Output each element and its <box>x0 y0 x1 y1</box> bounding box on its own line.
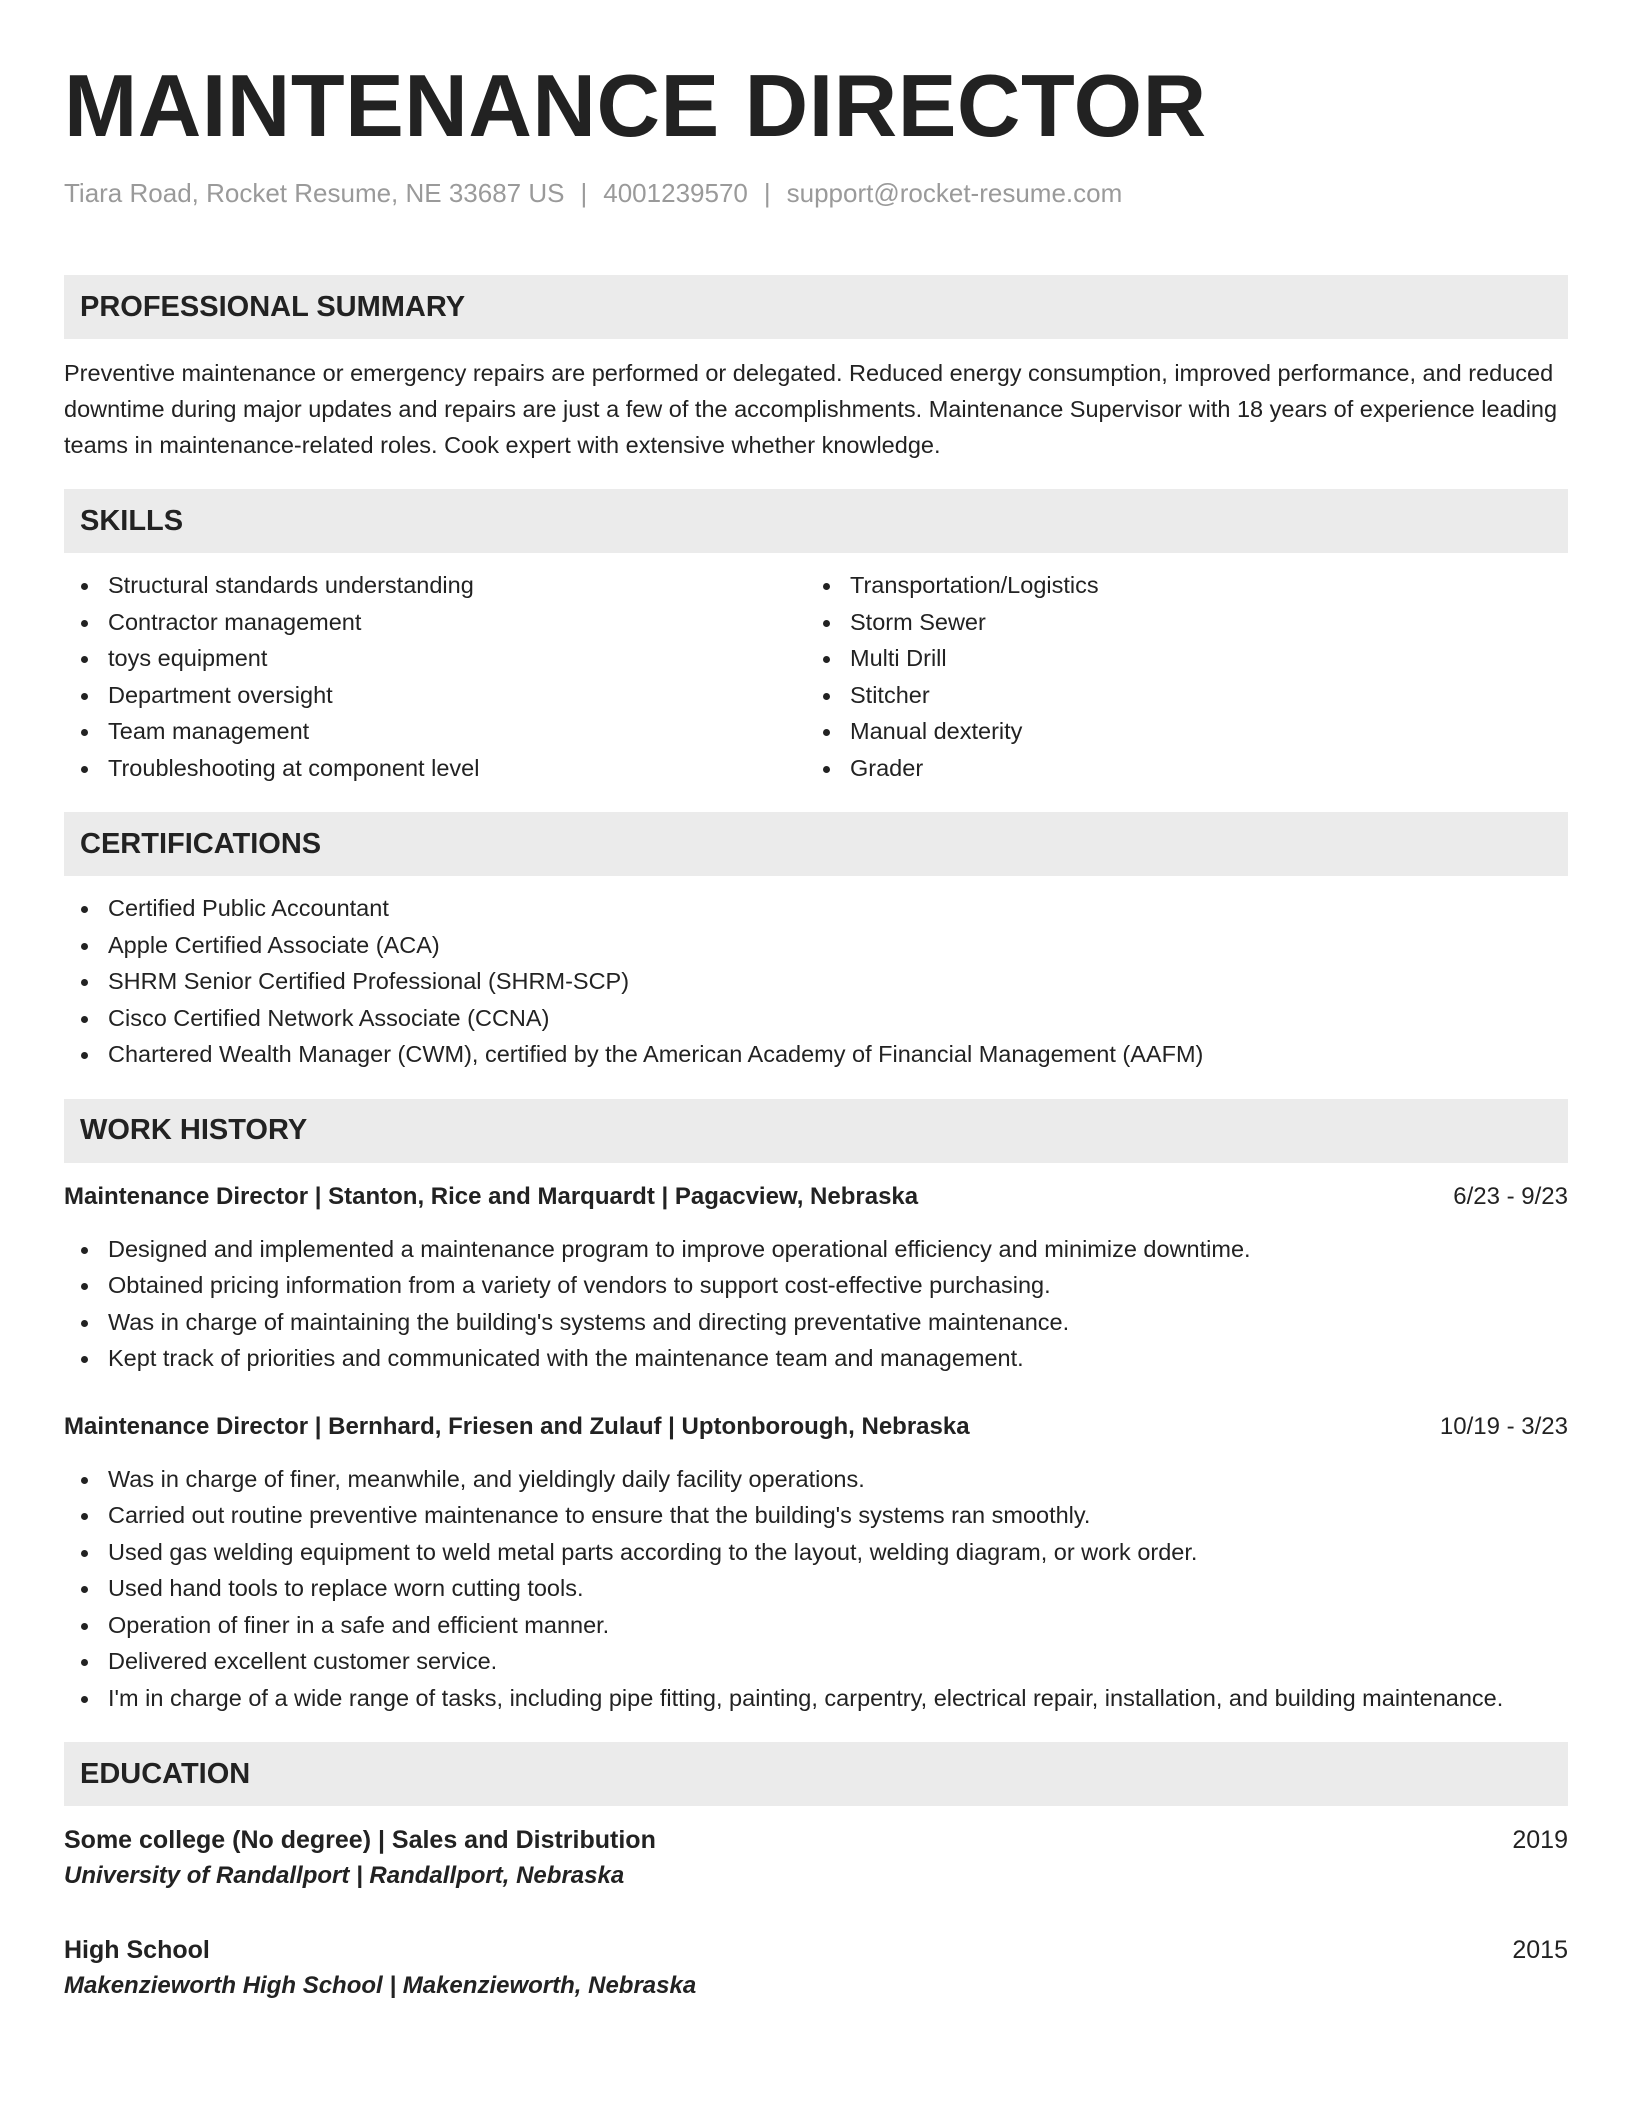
job-bullet: I'm in charge of a wide range of tasks, including pipe fitting, painting, carpentry, electrical repair, installation, and building maintenance. <box>64 1680 1568 1717</box>
education-section <box>64 1742 1568 2004</box>
skill-item: toys equipment <box>64 640 806 677</box>
skills-grid <box>64 567 1568 786</box>
job-entry <box>64 1409 1568 1717</box>
job-bullet: Kept track of priorities and communicated with the maintenance team and management. <box>64 1340 1568 1377</box>
job-bullet: Designed and implemented a maintenance program to improve operational efficiency and minimize downtime. <box>64 1231 1568 1268</box>
job-entry <box>64 1179 1568 1377</box>
job-bullets <box>64 1461 1568 1717</box>
job-bullet: Obtained pricing information from a variety of vendors to support cost-effective purchasing. <box>64 1267 1568 1304</box>
skill-item: Contractor management <box>64 604 806 641</box>
job-dates: 10/19 - 3/23 <box>1439 1412 1568 1440</box>
resume-name: MAINTENANCE DIRECTOR <box>64 56 1207 155</box>
skills-section <box>64 489 1568 786</box>
certification-item: Chartered Wealth Manager (CWM), certified by the American Academy of Financial Management (AAFM) <box>64 1036 1568 1073</box>
skills-header: SKILLS <box>64 489 1568 553</box>
certification-item: SHRM Senior Certified Professional (SHRM-SCP) <box>64 963 1568 1000</box>
job-title: Maintenance Director | Stanton, Rice and Marquardt | Pagacview, Nebraska <box>64 1182 919 1210</box>
certification-item: Certified Public Accountant <box>64 890 1568 927</box>
work-history-section <box>64 1099 1568 1717</box>
skill-item: Troubleshooting at component level <box>64 750 806 787</box>
job-bullets <box>64 1231 1568 1377</box>
job-bullet: Carried out routine preventive maintenance to ensure that the building's systems ran smoothly. <box>64 1497 1568 1534</box>
summary-section <box>64 275 1568 463</box>
job-bullet: Was in charge of maintaining the building's systems and directing preventative maintenance. <box>64 1304 1568 1341</box>
education-year: 2019 <box>1512 1826 1568 1855</box>
job-bullet: Operation of finer in a safe and efficient manner. <box>64 1607 1568 1644</box>
job-header <box>64 1179 1568 1215</box>
skills-left-list <box>64 567 806 786</box>
job-bullet: Used gas welding equipment to weld metal parts according to the layout, welding diagram, or work order. <box>64 1534 1568 1571</box>
job-bullet: Used hand tools to replace worn cutting tools. <box>64 1570 1568 1607</box>
education-school: University of Randallport | Randallport, Nebraska <box>64 1862 625 1890</box>
certifications-section <box>64 812 1568 1073</box>
job-header <box>64 1409 1568 1445</box>
skill-item: Department oversight <box>64 677 806 714</box>
education-degree: Some college (No degree) | Sales and Distribution <box>64 1826 656 1855</box>
skill-item: Multi Drill <box>806 640 1548 677</box>
skill-item: Structural standards understanding <box>64 567 806 604</box>
education-entry <box>64 1932 1568 2004</box>
job-dates: 6/23 - 9/23 <box>1453 1182 1568 1210</box>
work-history-header: WORK HISTORY <box>64 1099 1568 1163</box>
education-degree: High School <box>64 1936 210 1965</box>
skill-item: Storm Sewer <box>806 604 1548 641</box>
contact-email: support@rocket-resume.com <box>786 178 1123 208</box>
skills-right-list <box>806 567 1548 786</box>
contact-separator: | <box>580 178 588 208</box>
skill-item: Manual dexterity <box>806 713 1548 750</box>
contact-address: Tiara Road, Rocket Resume, NE 33687 US <box>64 178 565 208</box>
education-header-row <box>64 1932 1568 1968</box>
contact-separator: | <box>763 178 771 208</box>
education-year: 2015 <box>1512 1936 1568 1965</box>
job-bullet: Delivered excellent customer service. <box>64 1643 1568 1680</box>
contact-line <box>64 178 1568 209</box>
certifications-header: CERTIFICATIONS <box>64 812 1568 876</box>
certification-item: Cisco Certified Network Associate (CCNA) <box>64 1000 1568 1037</box>
education-header-row <box>64 1822 1568 1858</box>
certification-item: Apple Certified Associate (ACA) <box>64 927 1568 964</box>
job-title: Maintenance Director | Bernhard, Friesen and Zulauf | Uptonborough, Nebraska <box>64 1412 970 1440</box>
skill-item: Team management <box>64 713 806 750</box>
job-bullet: Was in charge of finer, meanwhile, and yieldingly daily facility operations. <box>64 1461 1568 1498</box>
skill-item: Stitcher <box>806 677 1548 714</box>
skill-item: Grader <box>806 750 1548 787</box>
education-header: EDUCATION <box>64 1742 1568 1806</box>
summary-header: PROFESSIONAL SUMMARY <box>64 275 1568 339</box>
skill-item: Transportation/Logistics <box>806 567 1548 604</box>
education-entry <box>64 1822 1568 1894</box>
contact-phone: 4001239570 <box>603 178 748 208</box>
education-school: Makenzieworth High School | Makenzieworth, Nebraska <box>64 1972 697 2000</box>
certifications-list <box>64 890 1568 1073</box>
summary-text: Preventive maintenance or emergency repairs are performed or delegated. Reduced energy consumption, improved performance, and reduced downtime during major updates and repairs are just a few of the accomplishments. Maintenance Supervisor with 18 years of experience leading teams in maintenance-related roles. Cook expert with extensive whether knowledge. <box>64 360 1558 459</box>
